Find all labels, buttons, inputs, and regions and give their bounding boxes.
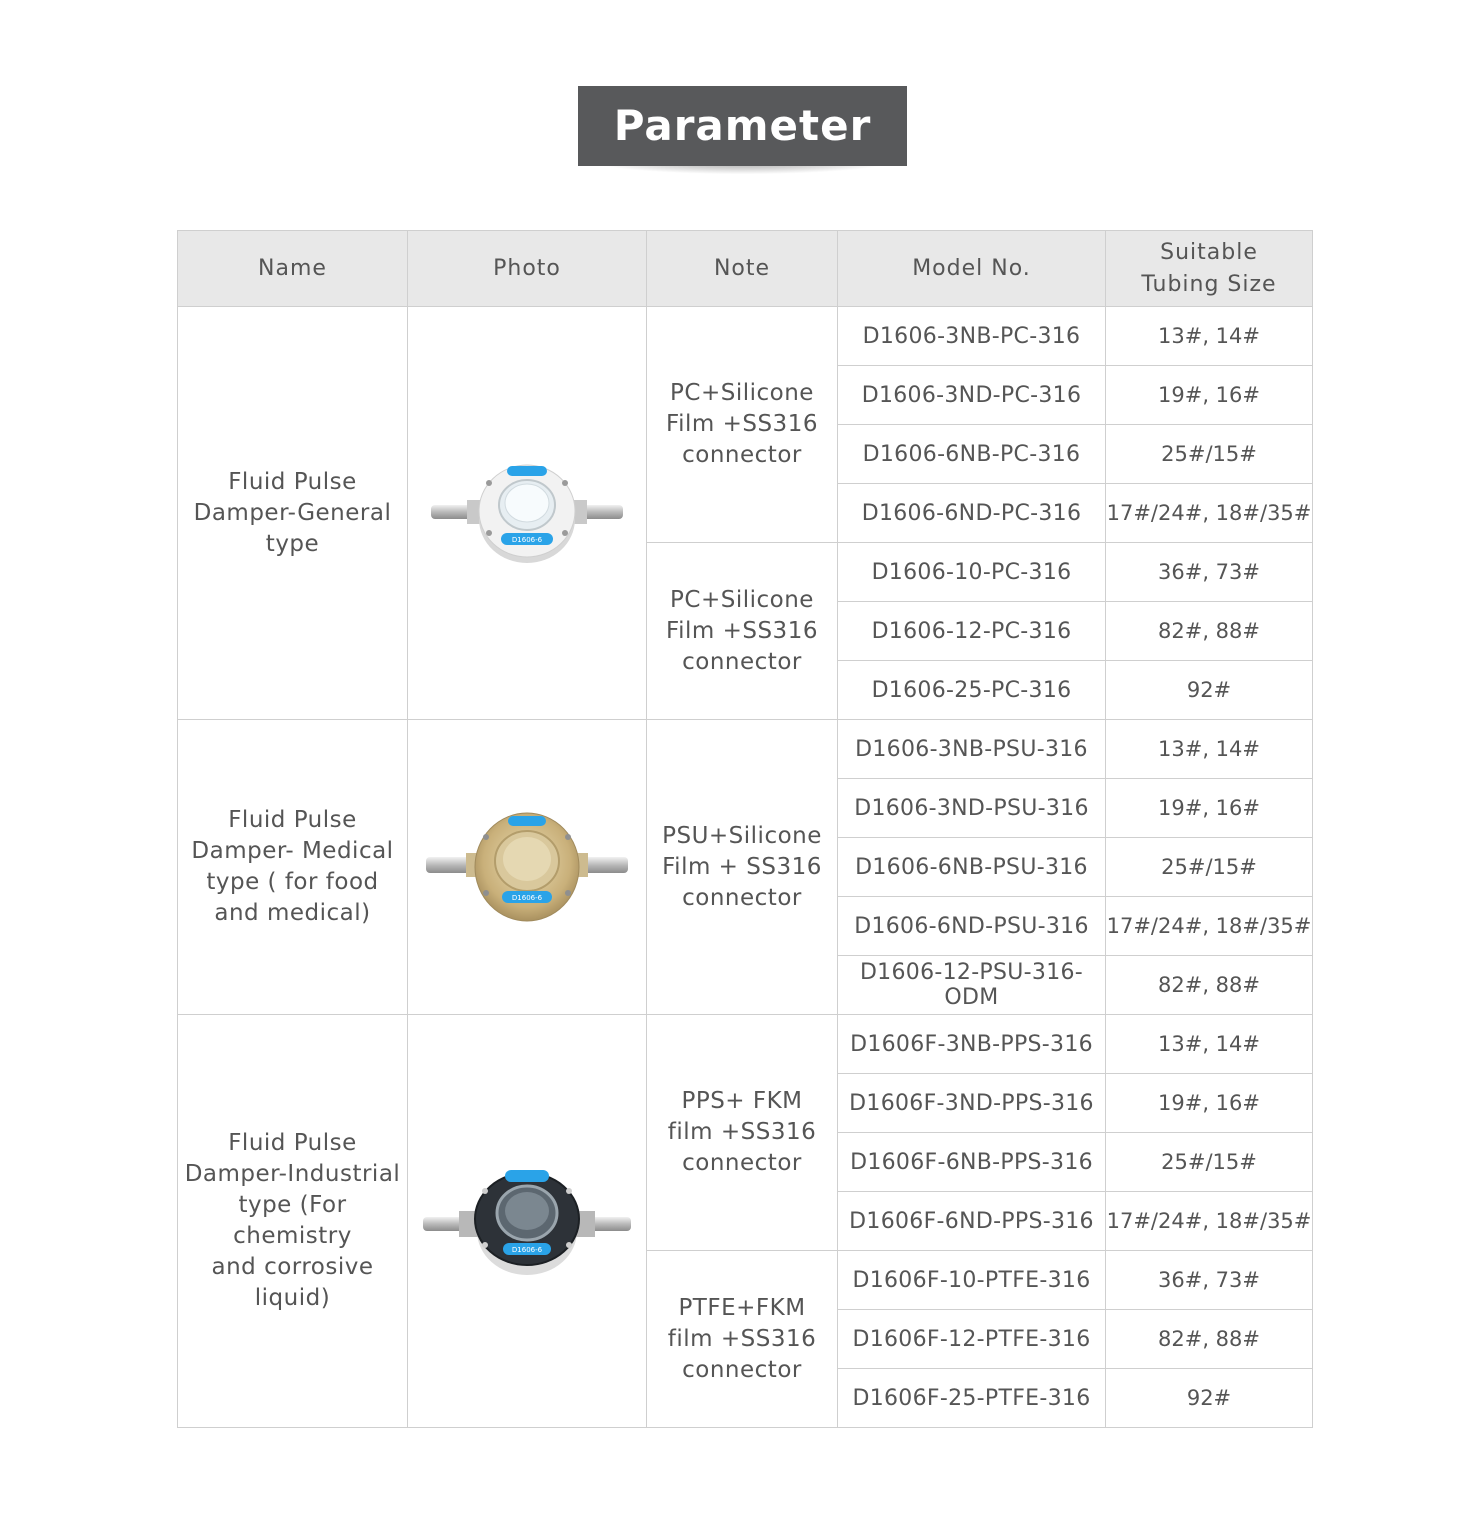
size-cell: 25#/15# xyxy=(1106,838,1313,897)
table-row xyxy=(178,720,1313,779)
size-cell: 17#/24#, 18#/35# xyxy=(1106,484,1313,543)
header-note: Note xyxy=(647,231,838,307)
model-cell: D1606-25-PC-316 xyxy=(838,661,1106,720)
model-cell: D1606-12-PSU-316-ODM xyxy=(838,956,1106,1015)
header-model: Model No. xyxy=(838,231,1106,307)
damper-medical-image xyxy=(422,807,632,927)
product-photo-general xyxy=(408,307,647,720)
model-cell: D1606-12-PC-316 xyxy=(838,602,1106,661)
model-cell: D1606F-6ND-PPS-316 xyxy=(838,1192,1106,1251)
model-cell: D1606F-25-PTFE-316 xyxy=(838,1369,1106,1428)
title-banner xyxy=(578,86,907,166)
size-cell: 36#, 73# xyxy=(1106,543,1313,602)
size-cell: 13#, 14# xyxy=(1106,1015,1313,1074)
product-photo-medical xyxy=(408,720,647,1015)
table-header-row xyxy=(178,231,1313,307)
damper-general-image xyxy=(427,453,627,573)
table-row xyxy=(178,1015,1313,1074)
model-cell: D1606F-10-PTFE-316 xyxy=(838,1251,1106,1310)
note-industrial-2: PTFE+FKM film +SS316 connector xyxy=(647,1251,838,1428)
model-cell: D1606-3ND-PC-316 xyxy=(838,366,1106,425)
damper-industrial-image xyxy=(419,1161,635,1281)
svg-text:D1606-6: D1606-6 xyxy=(511,894,543,902)
model-cell: D1606-3ND-PSU-316 xyxy=(838,779,1106,838)
size-cell: 19#, 16# xyxy=(1106,1074,1313,1133)
model-cell: D1606F-6NB-PPS-316 xyxy=(838,1133,1106,1192)
size-cell: 82#, 88# xyxy=(1106,956,1313,1015)
page-title: Parameter xyxy=(578,86,907,166)
size-cell: 17#/24#, 18#/35# xyxy=(1106,1192,1313,1251)
svg-text:D1606-6: D1606-6 xyxy=(511,536,543,544)
size-cell: 82#, 88# xyxy=(1106,1310,1313,1369)
model-cell: D1606-10-PC-316 xyxy=(838,543,1106,602)
size-cell: 13#, 14# xyxy=(1106,720,1313,779)
size-cell: 92# xyxy=(1106,661,1313,720)
size-cell: 19#, 16# xyxy=(1106,366,1313,425)
header-name: Name xyxy=(178,231,408,307)
size-cell: 13#, 14# xyxy=(1106,307,1313,366)
note-general-2: PC+Silicone Film +SS316 connector xyxy=(647,543,838,720)
size-cell: 82#, 88# xyxy=(1106,602,1313,661)
model-cell: D1606F-3NB-PPS-316 xyxy=(838,1015,1106,1074)
header-photo: Photo xyxy=(408,231,647,307)
size-cell: 25#/15# xyxy=(1106,425,1313,484)
svg-text:D1606-6: D1606-6 xyxy=(511,1246,543,1254)
product-photo-industrial xyxy=(408,1015,647,1428)
model-cell: D1606-6ND-PC-316 xyxy=(838,484,1106,543)
product-name-industrial: Fluid Pulse Damper-Industrial type (For chemistry and corrosive liquid) xyxy=(178,1015,408,1428)
product-name-general: Fluid Pulse Damper-General type xyxy=(178,307,408,720)
size-cell: 36#, 73# xyxy=(1106,1251,1313,1310)
size-cell: 92# xyxy=(1106,1369,1313,1428)
table-row xyxy=(178,307,1313,366)
model-cell: D1606-3NB-PC-316 xyxy=(838,307,1106,366)
product-name-medical: Fluid Pulse Damper- Medical type ( for food and medical) xyxy=(178,720,408,1015)
model-cell: D1606F-12-PTFE-316 xyxy=(838,1310,1106,1369)
size-cell: 25#/15# xyxy=(1106,1133,1313,1192)
model-cell: D1606-3NB-PSU-316 xyxy=(838,720,1106,779)
header-size: Suitable Tubing Size xyxy=(1106,231,1313,307)
model-cell: D1606-6NB-PSU-316 xyxy=(838,838,1106,897)
size-cell: 19#, 16# xyxy=(1106,779,1313,838)
note-medical: PSU+Silicone Film + SS316 connector xyxy=(647,720,838,1015)
model-cell: D1606-6ND-PSU-316 xyxy=(838,897,1106,956)
parameter-table xyxy=(177,230,1313,1428)
size-cell: 17#/24#, 18#/35# xyxy=(1106,897,1313,956)
note-industrial-1: PPS+ FKM film +SS316 connector xyxy=(647,1015,838,1251)
model-cell: D1606F-3ND-PPS-316 xyxy=(838,1074,1106,1133)
note-general-1: PC+Silicone Film +SS316 connector xyxy=(647,307,838,543)
model-cell: D1606-6NB-PC-316 xyxy=(838,425,1106,484)
